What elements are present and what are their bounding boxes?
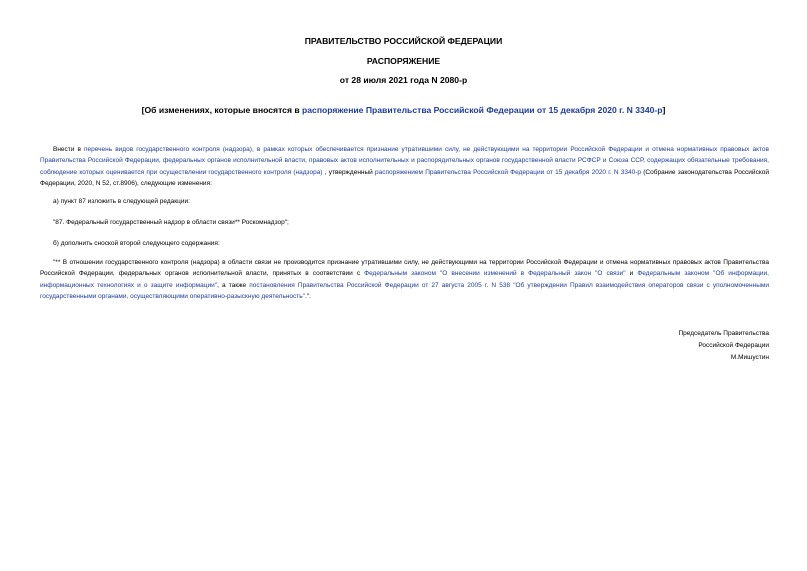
footnote-text-4: .". (304, 293, 311, 301)
document-date-number: от 28 июля 2021 года N 2080-р (339, 75, 468, 85)
intro-text-1: Внести в (53, 146, 84, 153)
item-a: а) пункт 87 изложить в следующей редакции: (53, 198, 190, 205)
intro-paragraph (40, 144, 769, 190)
signatory-country: Российской Федерации (698, 342, 769, 349)
law-on-information-link[interactable]: Федеральным законом "Об информации, информационных технологиях и о защите информации" (40, 270, 769, 289)
footnote-paragraph (40, 257, 769, 303)
resolution-538-link[interactable]: постановления Правительства Российской Федерации от 27 августа 2005 г. N 538 "Об утверждении Правил взаимодействия операторов связи с уполномоченными государственными органами, осуществляющими оперативно-разыскную деятельность" (40, 281, 769, 301)
item-87-text: "87. Федеральный государственный надзор в области связи** Роскомнадзор"; (53, 219, 289, 226)
footnote-text-1: "** В отношении государственного контроля (надзора) в области связи не производится признание утратившими силу, не действующими на территории Российской Федерации и отмена нормативных правовых актов Правительства Российской Федерации, федеральных органов исполнительной власти, принятых в соответствии с (40, 259, 769, 278)
intro-text-2: , утвержденный (322, 168, 376, 176)
law-on-communications-link[interactable]: Федеральным законом "О внесении изменений в Федеральный закон "О связи" (364, 270, 626, 278)
signatory-position: Председатель Правительства (678, 330, 769, 337)
title-amended-order-link[interactable]: распоряжение Правительства Российской Федерации от 15 декабря 2020 г. N 3340-р (302, 105, 663, 115)
document-title (60, 105, 747, 115)
document-type: РАСПОРЯЖЕНИЕ (366, 56, 441, 66)
title-prefix: [Об изменениях, которые вносятся в (141, 105, 303, 115)
item-b: б) дополнить сноской второй следующего содержания: (53, 240, 220, 247)
footnote-text-2: и (625, 270, 638, 278)
issuing-authority: ПРАВИТЕЛЬСТВО РОССИЙСКОЙ ФЕДЕРАЦИИ (304, 36, 503, 46)
title-suffix: ] (662, 105, 666, 115)
signatory-name: М.Мишустин (730, 354, 769, 361)
order-3340-link[interactable]: распоряжением Правительства Российской Федерации от 15 декабря 2020 г. N 3340-р (375, 168, 642, 176)
intro-text-3: (Собрание законодательства Российской Федерации, 2020, N 52, ст.8906), следующие изменения: (40, 168, 769, 188)
control-types-list-link[interactable]: перечень видов государственного контроля (надзора), в рамках которых обеспечивается признание утратившими силу, не действующими на территории Российской Федерации и отмена нормативных правовых актов Правительства Российской Федерации, федеральных органов исполнительной власти, правовых актов исполнительных и распорядительных органов государственной власти РСФСР и Союза ССР, содержащих обязательные требования, соблюдение которых оценивается при осуществлении государственного контроля (надзора) (40, 146, 769, 176)
footnote-text-3: , а также (217, 281, 250, 289)
